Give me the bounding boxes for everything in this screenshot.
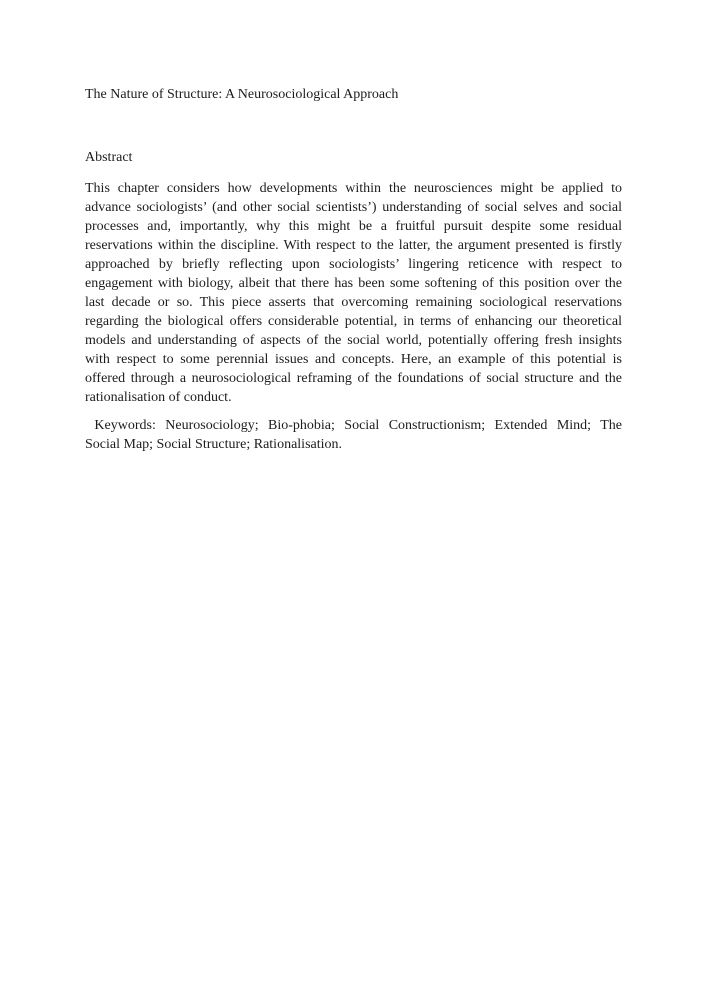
abstract-line: rationalisation of conduct. xyxy=(85,390,232,405)
abstract-line: approached by briefly reflecting upon sociologists’ lingering reticence with respect to xyxy=(85,257,622,272)
abstract-line: advance sociologists’ (and other social scientists’) understanding of social selves and social xyxy=(85,200,622,215)
keywords-paragraph xyxy=(85,416,622,454)
abstract-line: processes and, importantly, why this might be a fruitful pursuit despite some residual xyxy=(85,219,622,234)
abstract-line: This chapter considers how developments within the neurosciences might be applied to xyxy=(85,181,622,196)
abstract-line: models and understanding of aspects of the social world, potentially offering fresh insights xyxy=(85,333,622,348)
abstract-line: regarding the biological offers considerable potential, in terms of enhancing our theoretical xyxy=(85,314,622,329)
abstract-line: engagement with biology, albeit that there has been some softening of this position over the xyxy=(85,276,622,291)
keywords-line: Social Map; Social Structure; Rationalisation. xyxy=(85,437,343,452)
abstract-heading: Abstract xyxy=(85,150,133,165)
abstract-line: with respect to some perennial issues and concepts. Here, an example of this potential is xyxy=(85,352,622,367)
abstract-line: offered through a neurosociological reframing of the foundations of social structure and the xyxy=(85,371,622,386)
abstract-paragraph xyxy=(85,179,622,407)
document-title: The Nature of Structure: A Neurosociological Approach xyxy=(85,87,399,102)
abstract-line: last decade or so. This piece asserts that overcoming remaining sociological reservations xyxy=(85,295,622,310)
keywords-line: Keywords: Neurosociology; Bio-phobia; Social Constructionism; Extended Mind; The xyxy=(85,418,622,433)
abstract-line: reservations within the discipline. With respect to the latter, the argument presented is firstly xyxy=(85,238,622,253)
